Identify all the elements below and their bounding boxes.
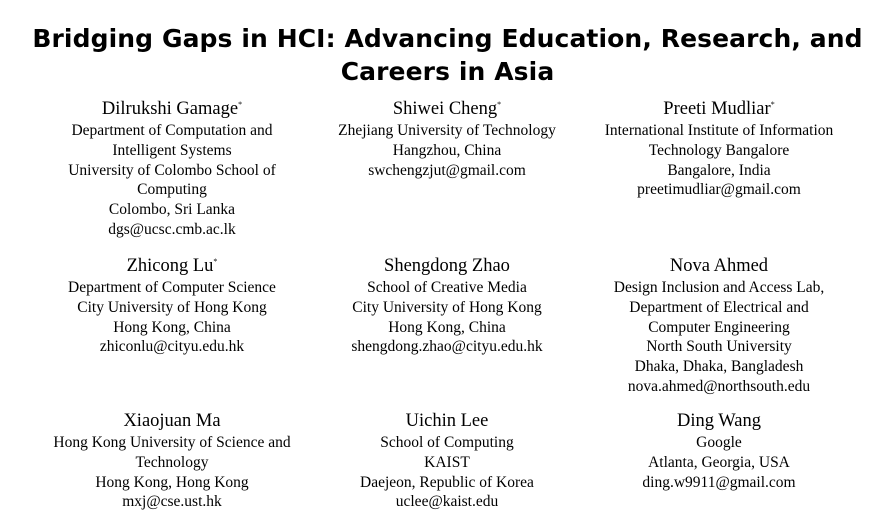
author-block [27,255,317,357]
affiliation-line: School of Creative Media [367,279,527,296]
author-block [574,255,864,397]
author-block [27,98,317,240]
affiliation-line: Design Inclusion and Access Lab, [613,279,825,296]
affiliation-line: Computer Engineering [648,318,790,336]
title-line-1: Bridging Gaps in HCI: Advancing Education, Research, and [32,24,863,53]
affiliation-line: International Institute of Information [604,122,834,139]
email-line: nova.ahmed@northsouth.edu [627,377,811,395]
email-line: shengdong.zhao@cityu.edu.hk [351,338,543,356]
location-line: Hong Kong, China [388,318,506,336]
author-name: Shiwei Cheng* [392,99,502,119]
title-line-2: Careers in Asia [340,57,555,86]
author-mark: * [497,99,502,109]
affiliation-line: City University of Hong Kong [77,298,267,316]
affiliation-line: Department of Computation and [71,122,273,139]
affiliation-line: Department of Electrical and [629,298,809,316]
author-mark: * [238,99,243,109]
paper-title [0,22,895,88]
affiliation-line: Technology Bangalore [648,141,790,159]
author-mark: * [213,256,218,266]
author-name: Dilrukshi Gamage* [101,99,243,119]
location-line: Hangzhou, China [392,141,502,159]
affiliation-line: Department of Computer Science [68,279,276,296]
author-name: Xiaojuan Ma [123,411,221,431]
affiliation-line: Intelligent Systems [112,141,232,159]
email-line: mxj@cse.ust.hk [122,493,222,511]
email-line: uclee@kaist.edu [395,493,499,511]
location-line: Bangalore, India [667,161,771,179]
location-line: Colombo, Sri Lanka [108,201,236,219]
affiliation-line: University of Colombo School of [68,161,276,179]
affiliation-line: Zhejiang University of Technology [338,122,556,139]
author-name: Uichin Lee [405,411,489,431]
email-line: dgs@ucsc.cmb.ac.lk [108,220,236,238]
location-line: Hong Kong, China [113,318,231,336]
author-block [574,98,864,200]
location-line: Daejeon, Republic of Korea [360,473,534,491]
author-name: Zhicong Lu* [126,256,218,276]
author-block [302,255,592,357]
email-line: ding.w9911@gmail.com [642,473,796,491]
affiliation-line: Google [696,434,742,451]
author-block [302,410,592,512]
author-block [574,410,864,492]
location-line: Dhaka, Dhaka, Bangladesh [634,358,804,376]
author-block [302,98,592,180]
location-line: Hong Kong, Hong Kong [95,473,249,491]
author-name: Nova Ahmed [669,256,769,276]
location-line: Atlanta, Georgia, USA [648,453,790,471]
author-name: Preeti Mudliar* [663,99,775,119]
affiliation-line: Hong Kong University of Science and [53,434,291,451]
author-name: Ding Wang [677,411,761,431]
author-name: Shengdong Zhao [384,256,510,276]
affiliation-line: North South University [646,338,792,356]
author-mark: * [770,99,775,109]
affiliation-line: Computing [137,181,207,199]
affiliation-line: City University of Hong Kong [352,298,542,316]
email-line: zhiconlu@cityu.edu.hk [99,338,245,356]
affiliation-line: School of Computing [380,434,514,451]
email-line: preetimudliar@gmail.com [637,181,801,199]
author-block [27,410,317,512]
email-line: swchengzjut@gmail.com [368,161,526,179]
affiliation-line: Technology [135,453,209,471]
affiliation-line: KAIST [424,453,470,471]
